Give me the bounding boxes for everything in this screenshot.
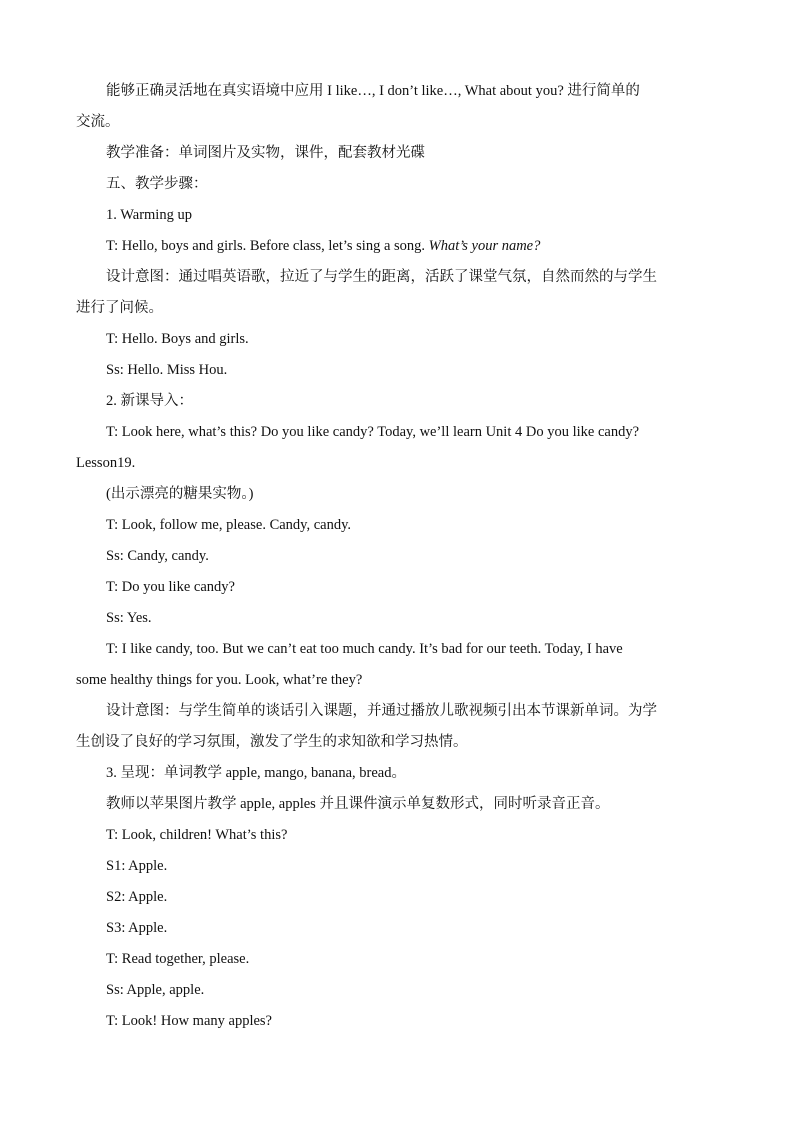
dialogue-teacher-look-line-2: Lesson19. [76, 455, 136, 471]
design-intent-2-line-2: 生创设了良好的学习氛围，激发了学生的求知欲和学习热情。 [76, 734, 468, 750]
dialogue-s2: S2: Apple. [106, 889, 168, 905]
dialogue-teacher-question: T: Do you like candy? [106, 579, 235, 595]
dialogue-students-candy: Ss: Candy, candy. [106, 548, 209, 564]
step-presentation: 3. 呈现：单词教学 apple, mango, banana, bread。 [106, 765, 406, 781]
dialogue-teacher-ilike-line-2: some healthy things for you. Look, what’re they? [76, 672, 363, 688]
step-new-lesson: 2. 新课导入： [106, 393, 193, 409]
objective-line-2: 交流。 [76, 114, 120, 130]
design-intent-1-line-2: 进行了问候。 [76, 300, 163, 316]
dialogue-s3: S3: Apple. [106, 920, 168, 936]
dialogue-teacher-read: T: Read together, please. [106, 951, 250, 967]
design-intent-2-line-1: 设计意图：与学生简单的谈话引入课题，并通过播放儿歌视频引出本节课新单词。为学 [106, 703, 657, 719]
objective-line-1: 能够正确灵活地在真实语境中应用 I like…, I don’t like…, What about you? 进行简单的 [106, 83, 640, 99]
dialogue-students-apple: Ss: Apple, apple. [106, 982, 205, 998]
section-heading-steps: 五、教学步骤： [106, 176, 208, 192]
stage-direction-candy: (出示漂亮的糖果实物。) [106, 486, 254, 502]
dialogue-teacher-look-line-1: T: Look here, what’s this? Do you like candy? Today, we’ll learn Unit 4 Do you like candy? [106, 424, 640, 440]
teacher-apple-instruction: 教师以苹果图片教学 apple, apples 并且课件演示单复数形式，同时听录音正音。 [106, 796, 610, 812]
teaching-preparation: 教学准备：单词图片及实物，课件，配套教材光碟 [106, 145, 425, 161]
dialogue-teacher-greeting: T: Hello. Boys and girls. [106, 331, 249, 347]
dialogue-s1: S1: Apple. [106, 858, 168, 874]
dialogue-teacher-ilike-line-1: T: I like candy, too. But we can’t eat too much candy. It’s bad for our teeth. Today, I have [106, 641, 623, 657]
step-warming-up: 1. Warming up [106, 207, 192, 223]
dialogue-students-yes: Ss: Yes. [106, 610, 152, 626]
document-page [76, 76, 716, 1037]
dialogue-text: T: Hello, boys and girls. Before class, let’s sing a song. [106, 238, 429, 254]
dialogue-teacher-children: T: Look, children! What’s this? [106, 827, 288, 843]
dialogue-students-greeting: Ss: Hello. Miss Hou. [106, 362, 228, 378]
dialogue-teacher-howmany: T: Look! How many apples? [106, 1013, 272, 1029]
dialogue-teacher-follow: T: Look, follow me, please. Candy, candy. [106, 517, 352, 533]
song-title: What’s your name? [428, 238, 541, 254]
dialogue-teacher-hello [76, 231, 716, 262]
design-intent-1-line-1: 设计意图：通过唱英语歌，拉近了与学生的距离，活跃了课堂气氛，自然而然的与学生 [106, 269, 657, 285]
